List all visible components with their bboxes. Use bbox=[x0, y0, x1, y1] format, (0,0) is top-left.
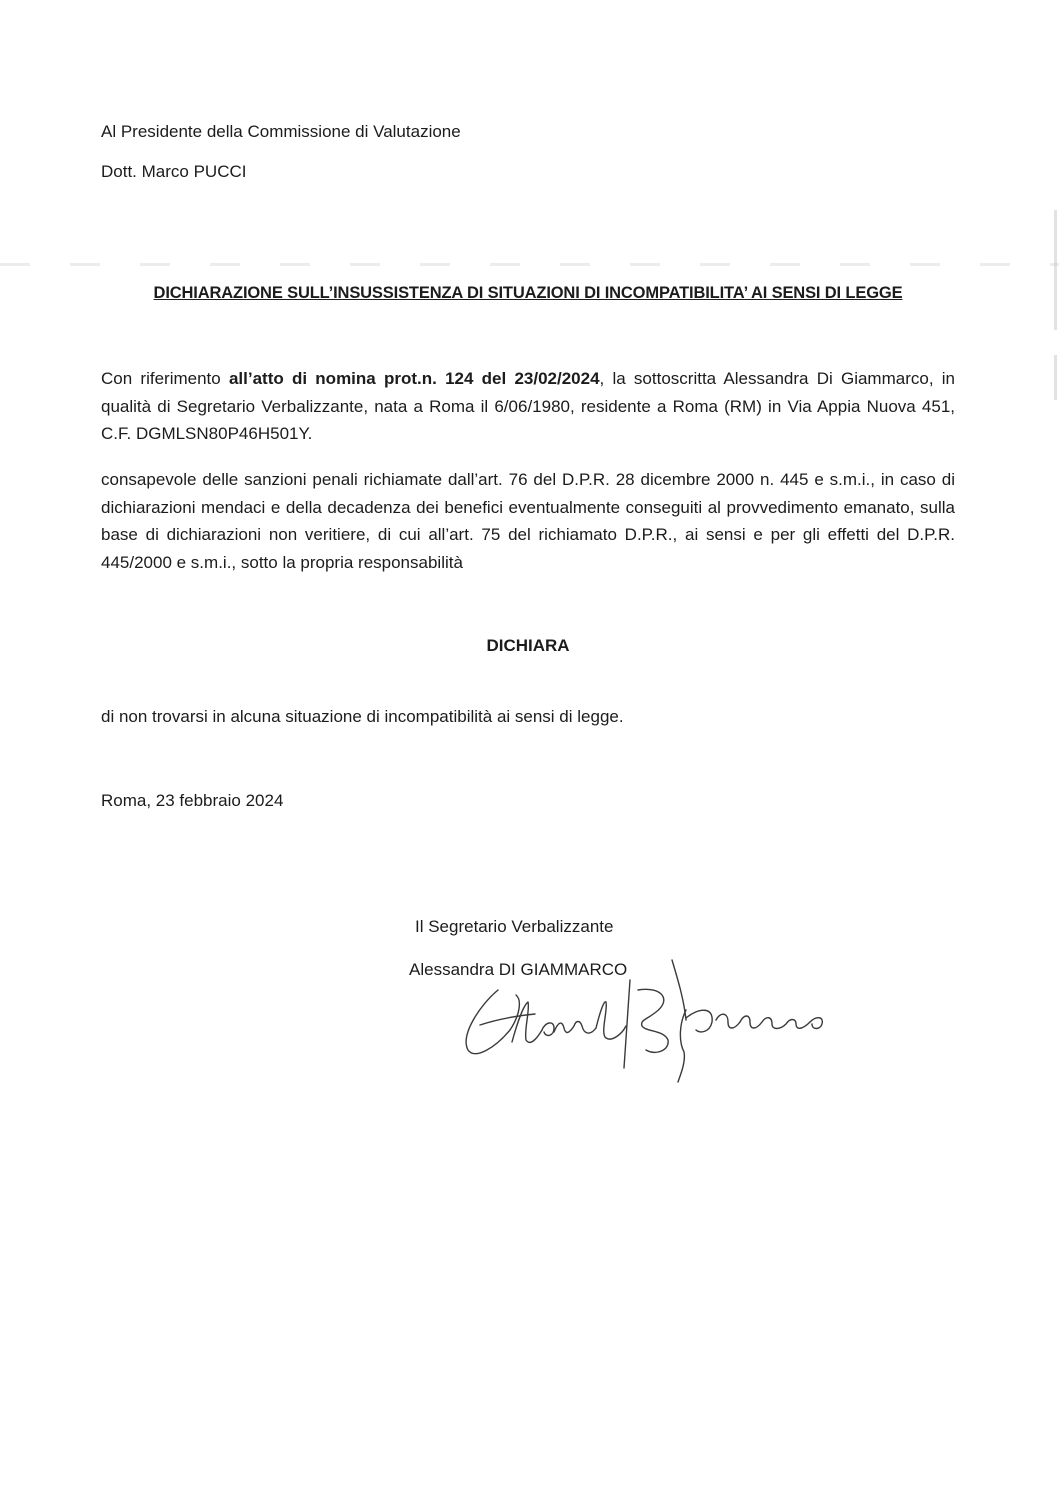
place-date: Roma, 23 febbraio 2024 bbox=[101, 791, 284, 810]
signatory-name: Alessandra DI GIAMMARCO bbox=[409, 960, 628, 979]
scan-edge-mark bbox=[1054, 210, 1057, 330]
reference-paragraph bbox=[101, 365, 955, 448]
reference-act: all’atto di nomina prot.n. 124 del 23/02/2024 bbox=[228, 369, 600, 388]
reference-prefix: Con riferimento bbox=[101, 369, 229, 388]
declares-heading: DICHIARA bbox=[486, 636, 570, 655]
handwritten-signature bbox=[450, 950, 850, 1090]
signatory-role: Il Segretario Verbalizzante bbox=[415, 917, 614, 936]
declaration-text: di non trovarsi in alcuna situazione di incompatibilità ai sensi di legge. bbox=[101, 707, 624, 726]
document-title: DICHIARAZIONE SULL’INSUSSISTENZA DI SITUAZIONI DI INCOMPATIBILITA’ AI SENSI DI LEGGE bbox=[153, 284, 903, 302]
recipient-line-1: Al Presidente della Commissione di Valutazione bbox=[101, 122, 461, 141]
recipient-line-2: Dott. Marco PUCCI bbox=[101, 162, 247, 181]
awareness-paragraph: consapevole delle sanzioni penali richiamate dall’art. 76 del D.P.R. 28 dicembre 2000 n. 445 e s.m.i., in caso di dichiarazioni mendaci e della decadenza dei benefici eventualmente conseguiti al provvedimento emanato, sulla base di dichiarazioni non veritiere, di cui all’art. 75 del richiamato D.P.R., ai sensi e per gli effetti del D.P.R. 445/2000 e s.m.i., sotto la propria responsabilità bbox=[101, 470, 955, 572]
scan-edge-mark bbox=[1054, 355, 1057, 400]
scan-artifact bbox=[0, 263, 1059, 266]
reference-suffix: , la sottoscritta Alessandra Di Giammarco, in qualità di Segretario Verbalizzante, nata a Roma il 6/06/1980, residente a Roma (RM) in Via Appia Nuova 451, C.F. DGMLSN80P46H501Y. bbox=[101, 369, 955, 443]
